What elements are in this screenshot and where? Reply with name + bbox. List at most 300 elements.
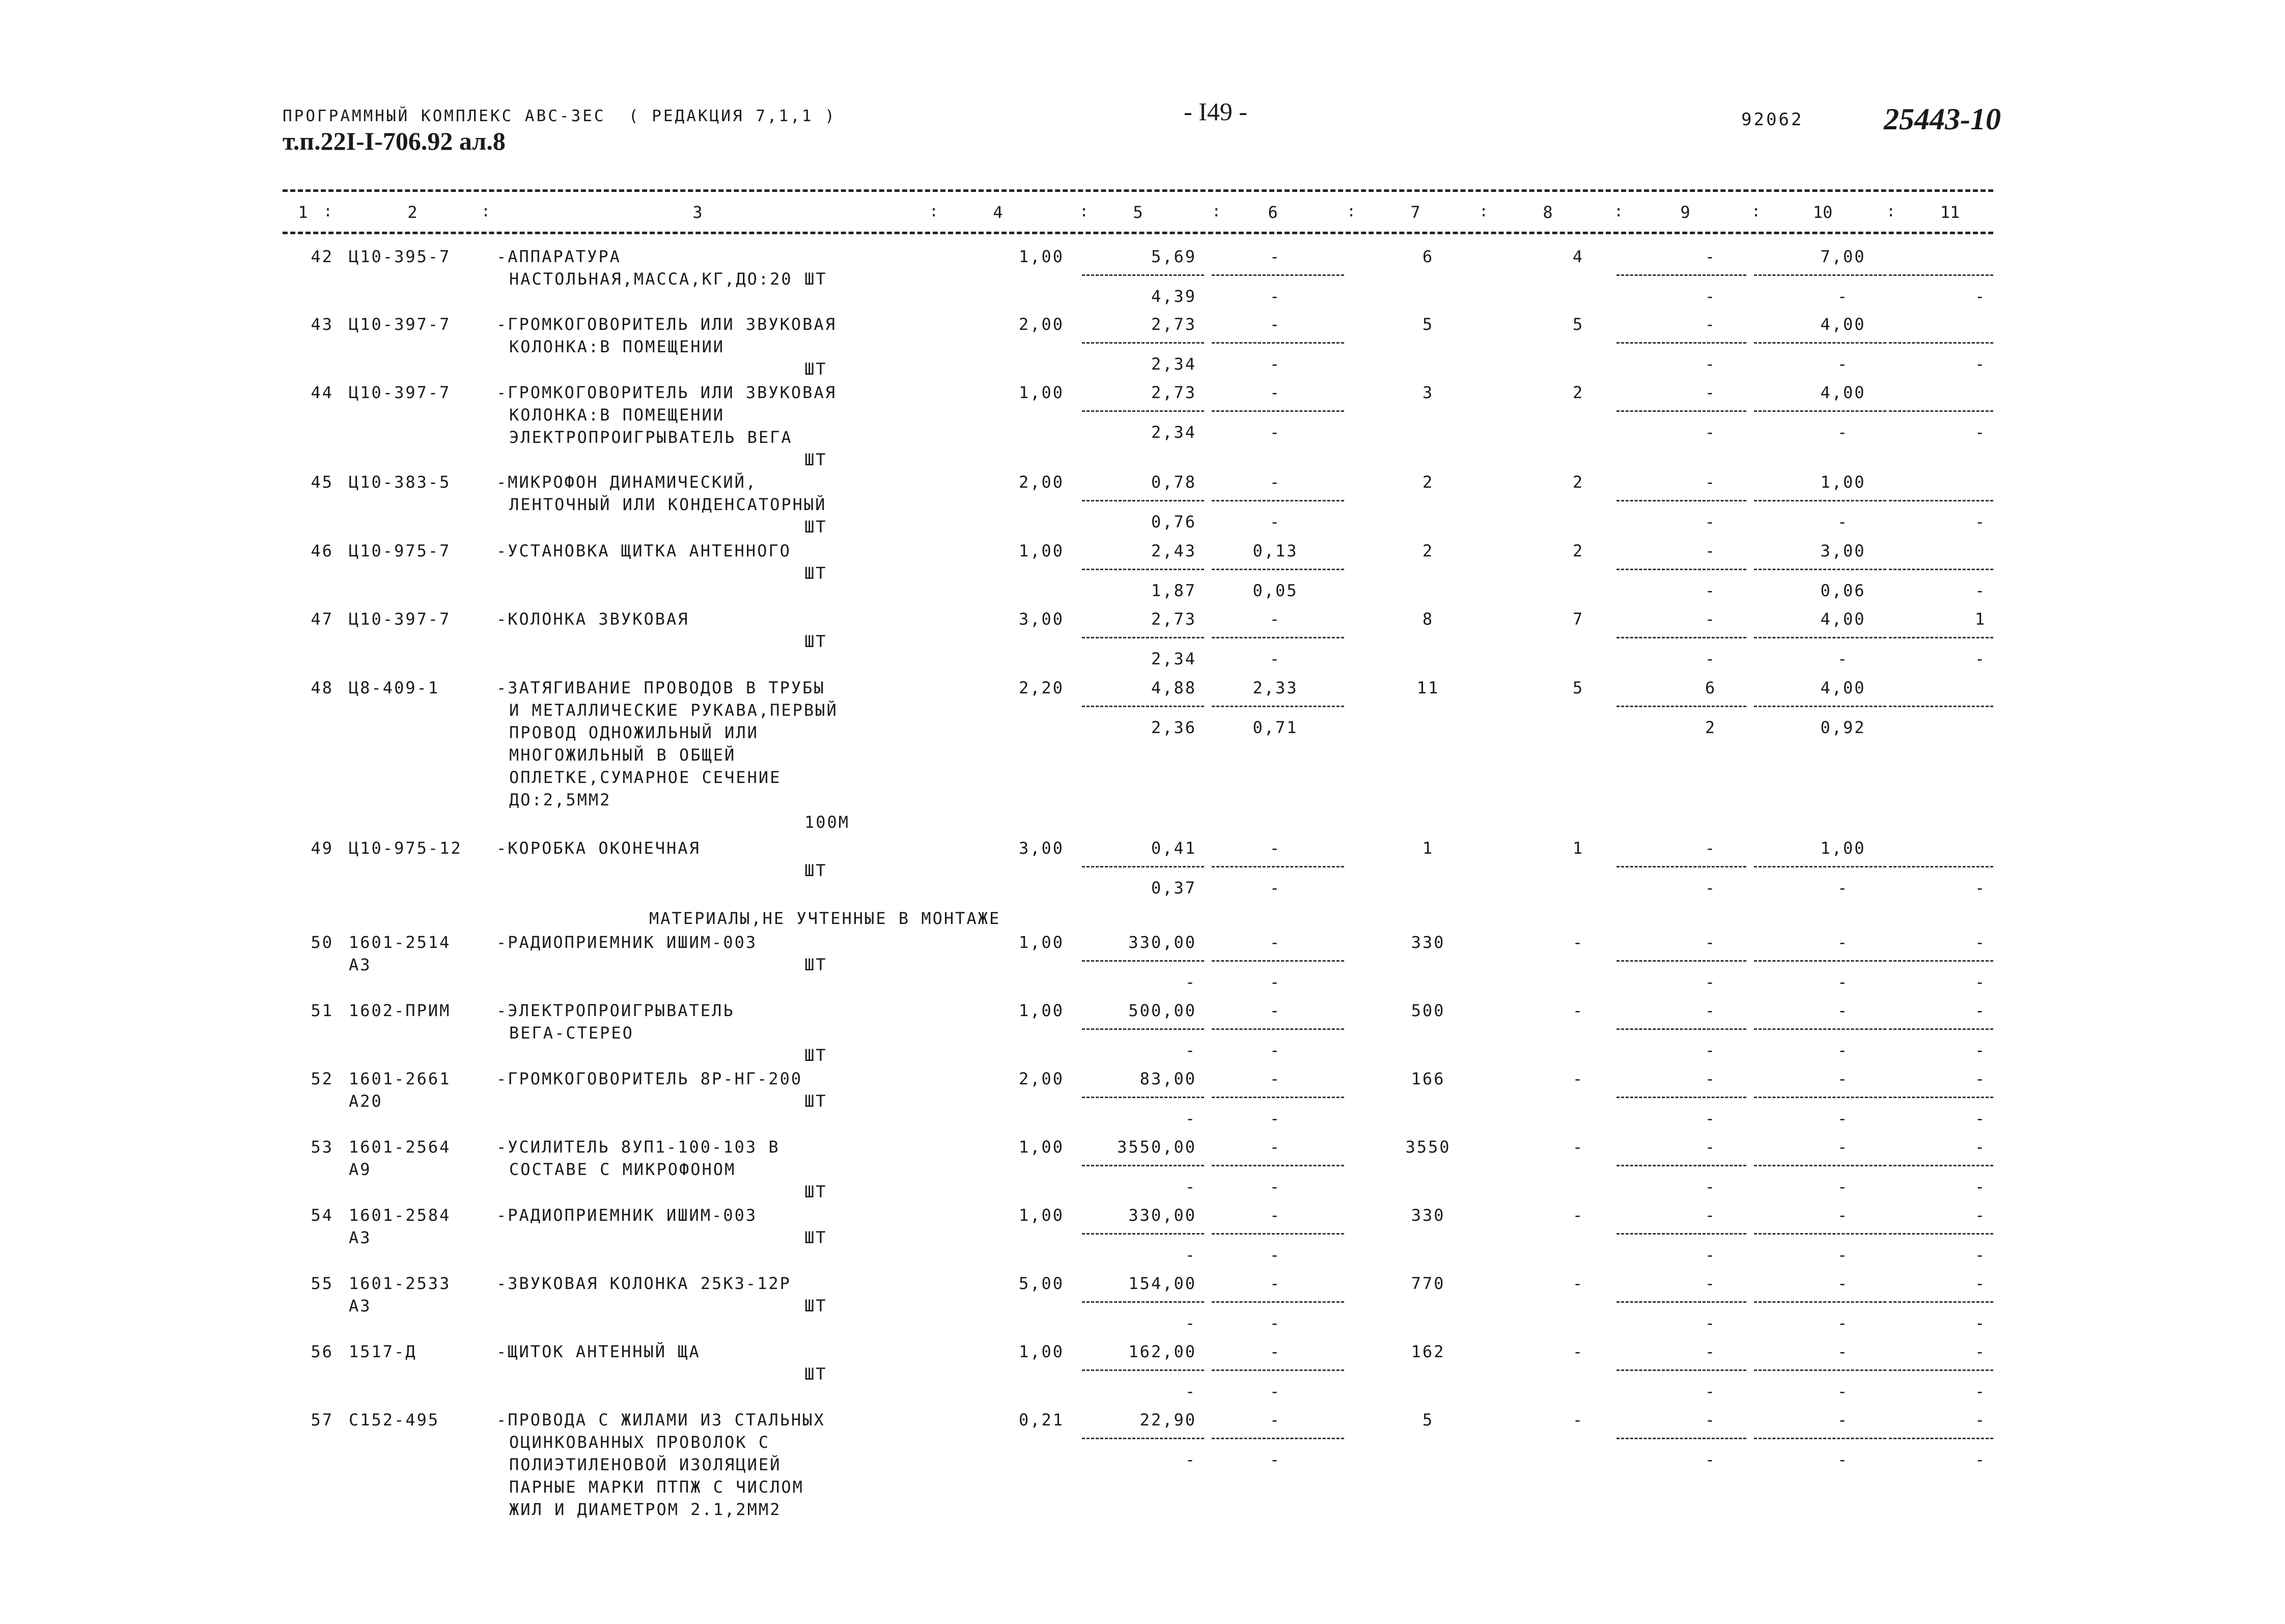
row-sub-rule	[1754, 1301, 1886, 1303]
row-col10-second: -	[1837, 354, 1849, 374]
column-header-11: 11	[1940, 203, 1960, 222]
row-col10: -	[1837, 1410, 1849, 1430]
row-number: 42	[311, 247, 333, 266]
row-sub-rule	[1617, 410, 1746, 412]
row-code: 1601-2584	[349, 1206, 451, 1225]
row-col8: 2	[1572, 541, 1584, 561]
row-col6: -	[1269, 1274, 1281, 1293]
row-col8: -	[1572, 1410, 1584, 1430]
row-sub-rule	[1617, 1028, 1746, 1030]
table-header-rule	[283, 232, 1993, 234]
row-col5-second: 2,36	[1151, 718, 1196, 737]
row-col6: -	[1269, 1342, 1281, 1361]
column-header-4: 4	[993, 203, 1003, 222]
row-col11-second: -	[1974, 581, 1987, 600]
row-col9-second: 2	[1705, 718, 1717, 737]
column-header-5: 5	[1133, 203, 1143, 222]
row-col11-second: -	[1974, 287, 1987, 306]
row-col7: 770	[1411, 1274, 1445, 1293]
row-col10-second: -	[1837, 1041, 1849, 1060]
row-col6-second: -	[1269, 512, 1281, 531]
row-code: Ц10-397-7	[349, 609, 451, 629]
row-col10: 4,00	[1820, 315, 1866, 334]
row-code: Ц8-409-1	[349, 678, 440, 697]
row-number: 48	[311, 678, 333, 697]
row-col11: 1	[1974, 609, 1987, 629]
row-sub-rule	[1889, 637, 1993, 638]
row-col10: 4,00	[1820, 678, 1866, 697]
row-sub-rule	[1889, 410, 1993, 412]
row-description: ЭЛЕКТРОПРОИГРЫВАТЕЛЬ ВЕГА	[509, 428, 793, 447]
row-col7: 2	[1422, 541, 1434, 561]
row-col10: 4,00	[1820, 383, 1866, 402]
row-col6-second: -	[1269, 972, 1281, 992]
row-sub-rule	[1617, 1097, 1746, 1098]
row-col6: -	[1269, 383, 1281, 402]
row-sub-rule	[1212, 866, 1344, 867]
row-col5: 2,73	[1151, 315, 1196, 334]
row-description: -АППАРАТУРА	[496, 247, 621, 266]
row-sub-rule	[1889, 1369, 1993, 1371]
page-number: - I49 -	[1184, 97, 1247, 126]
row-col9: -	[1705, 247, 1717, 266]
column-header-8: 8	[1543, 203, 1553, 222]
row-col10-second: -	[1837, 1450, 1849, 1469]
row-col5: 3550,00	[1117, 1137, 1196, 1157]
row-col10-second: -	[1837, 878, 1849, 898]
row-quantity: 1,00	[1018, 247, 1064, 266]
row-col9: -	[1705, 1274, 1717, 1293]
row-col9-second: -	[1705, 1245, 1717, 1265]
column-separator: :	[1751, 203, 1761, 220]
row-col5-second: -	[1185, 1109, 1196, 1128]
row-col9-second: -	[1705, 1313, 1717, 1333]
row-sub-rule	[1617, 274, 1746, 276]
row-sub-rule	[1082, 1369, 1204, 1371]
column-header-9: 9	[1680, 203, 1690, 222]
row-sub-rule	[1212, 500, 1344, 501]
row-code: Ц10-975-7	[349, 541, 451, 561]
row-number: 44	[311, 383, 333, 402]
row-col10: 4,00	[1820, 609, 1866, 629]
row-sub-rule	[1212, 342, 1344, 344]
row-col10-second: -	[1837, 423, 1849, 442]
row-col5: 500,00	[1128, 1001, 1196, 1020]
row-sub-rule	[1754, 569, 1886, 570]
row-col6-second: -	[1269, 423, 1281, 442]
row-code: 1601-2564	[349, 1137, 451, 1157]
row-col11: -	[1974, 1069, 1987, 1088]
row-col10-second: -	[1837, 1313, 1849, 1333]
row-col6: -	[1269, 1137, 1281, 1157]
row-description: ПАРНЫЕ МАРКИ ПТПЖ С ЧИСЛОМ	[509, 1477, 804, 1497]
row-quantity: 1,00	[1018, 933, 1064, 952]
row-quantity: 3,00	[1018, 609, 1064, 629]
row-col10-second: -	[1837, 512, 1849, 531]
row-col8: 5	[1572, 315, 1584, 334]
row-number: 47	[311, 609, 333, 629]
row-code: 1517-Д	[349, 1342, 417, 1361]
row-col11: -	[1974, 1001, 1987, 1020]
row-description: -ЗВУКОВАЯ КОЛОНКА 25КЗ-12Р	[496, 1274, 791, 1293]
row-sub-rule	[1889, 1301, 1993, 1303]
row-col6: -	[1269, 1001, 1281, 1020]
column-separator: :	[1886, 203, 1896, 220]
row-col10: 1,00	[1820, 472, 1866, 492]
row-description: ДО:2,5ММ2	[509, 790, 611, 809]
row-col6-second: 0,05	[1252, 581, 1298, 600]
row-col10-second: -	[1837, 649, 1849, 668]
row-number: 56	[311, 1342, 333, 1361]
row-sub-rule	[1617, 1438, 1746, 1439]
row-code: 1601-2514	[349, 933, 451, 952]
row-sub-rule	[1889, 274, 1993, 276]
row-sub-rule	[1617, 637, 1746, 638]
row-sub-rule	[1082, 274, 1204, 276]
column-header-1: 1	[298, 203, 308, 222]
row-col5-second: 4,39	[1151, 287, 1196, 306]
row-description: ПОЛИЭТИЛЕНОВОЙ ИЗОЛЯЦИЕЙ	[509, 1455, 782, 1474]
row-sub-rule	[1754, 410, 1886, 412]
row-sub-rule	[1754, 1028, 1886, 1030]
row-sub-rule	[1082, 1438, 1204, 1439]
row-col9: -	[1705, 1137, 1717, 1157]
column-separator: :	[1479, 203, 1489, 220]
row-col10: 1,00	[1820, 838, 1866, 858]
row-col9-second: -	[1705, 1109, 1717, 1128]
row-col6-second: -	[1269, 1450, 1281, 1469]
row-col10-second: -	[1837, 1382, 1849, 1401]
row-col9: -	[1705, 609, 1717, 629]
row-col10: -	[1837, 1001, 1849, 1020]
row-code: 1601-2661	[349, 1069, 451, 1088]
row-description: -РАДИОПРИЕМНИК ИШИМ-003	[496, 1206, 758, 1225]
row-col6-second: -	[1269, 1177, 1281, 1196]
row-col9-second: -	[1705, 1382, 1717, 1401]
row-col11: -	[1974, 1342, 1987, 1361]
row-sub-rule	[1212, 1233, 1344, 1235]
row-code: С152-495	[349, 1410, 440, 1430]
row-sub-rule	[1082, 637, 1204, 638]
row-sub-rule	[1889, 1233, 1993, 1235]
program-title: ПРОГРАММНЫЙ КОМПЛЕКС АВС-3ЕС ( РЕДАКЦИЯ 7,1,1 )	[283, 107, 837, 125]
row-col5-second: -	[1185, 1450, 1196, 1469]
row-quantity: 3,00	[1018, 838, 1064, 858]
row-quantity: 1,00	[1018, 1001, 1064, 1020]
row-col9-second: -	[1705, 581, 1717, 600]
table-top-rule	[283, 189, 1993, 192]
row-description: НАСТОЛЬНАЯ,МАССА,КГ,ДО:20	[509, 269, 793, 289]
row-col9: -	[1705, 1069, 1717, 1088]
row-sub-rule	[1212, 706, 1344, 707]
row-description: ПРОВОД ОДНОЖИЛЬНЫЙ ИЛИ	[509, 723, 759, 742]
row-sub-rule	[1754, 960, 1886, 962]
row-number: 57	[311, 1410, 333, 1430]
row-col6: -	[1269, 1069, 1281, 1088]
row-col11-second: -	[1974, 423, 1987, 442]
row-col6: 0,13	[1252, 541, 1298, 561]
row-col5: 2,73	[1151, 609, 1196, 629]
row-description: -ПРОВОДА С ЖИЛАМИ ИЗ СТАЛЬНЫХ	[496, 1410, 825, 1430]
row-col9-second: -	[1705, 287, 1717, 306]
row-col5: 162,00	[1128, 1342, 1196, 1361]
row-description: ВЕГА-СТЕРЕО	[509, 1023, 634, 1043]
row-unit: ШТ	[804, 632, 827, 651]
column-header-2: 2	[407, 203, 417, 222]
row-col7: 3	[1422, 383, 1434, 402]
row-col9: 6	[1705, 678, 1717, 697]
row-sub-rule	[1754, 274, 1886, 276]
row-sub-rule	[1889, 500, 1993, 501]
row-code-suffix: А20	[349, 1091, 383, 1111]
row-sub-rule	[1082, 500, 1204, 501]
row-quantity: 2,20	[1018, 678, 1064, 697]
row-col8: 7	[1572, 609, 1584, 629]
row-sub-rule	[1754, 1165, 1886, 1166]
row-col11: -	[1974, 1137, 1987, 1157]
row-code-suffix: А3	[349, 1228, 372, 1247]
row-col9-second: -	[1705, 649, 1717, 668]
row-sub-rule	[1617, 569, 1746, 570]
row-col10: 7,00	[1820, 247, 1866, 266]
row-col6: 2,33	[1252, 678, 1298, 697]
row-col11: -	[1974, 1206, 1987, 1225]
row-sub-rule	[1754, 342, 1886, 344]
row-col5-second: 2,34	[1151, 354, 1196, 374]
row-col6: -	[1269, 609, 1281, 629]
row-unit: ШТ	[804, 1091, 827, 1111]
row-sub-rule	[1082, 1028, 1204, 1030]
row-number: 43	[311, 315, 333, 334]
row-sub-rule	[1617, 866, 1746, 867]
row-col5-second: -	[1185, 1041, 1196, 1060]
row-col8: -	[1572, 1342, 1584, 1361]
row-sub-rule	[1889, 866, 1993, 867]
row-sub-rule	[1212, 274, 1344, 276]
row-number: 46	[311, 541, 333, 561]
row-col9-second: -	[1705, 423, 1717, 442]
row-col5: 330,00	[1128, 1206, 1196, 1225]
row-col7: 5	[1422, 315, 1434, 334]
row-col9: -	[1705, 315, 1717, 334]
row-sub-rule	[1082, 569, 1204, 570]
column-header-3: 3	[692, 203, 703, 222]
document-code: 92062	[1741, 109, 1804, 130]
row-col7: 3550	[1405, 1137, 1451, 1157]
row-col8: -	[1572, 1137, 1584, 1157]
row-col5: 2,43	[1151, 541, 1196, 561]
row-code-suffix: А9	[349, 1160, 372, 1179]
row-col6-second: -	[1269, 287, 1281, 306]
row-description: -КОЛОНКА ЗВУКОВАЯ	[496, 609, 689, 629]
row-sub-rule	[1754, 866, 1886, 867]
row-sub-rule	[1082, 410, 1204, 412]
row-sub-rule	[1754, 1369, 1886, 1371]
row-sub-rule	[1889, 342, 1993, 344]
row-description: -ГРОМКОГОВОРИТЕЛЬ ИЛИ ЗВУКОВАЯ	[496, 383, 837, 402]
row-col5-second: -	[1185, 972, 1196, 992]
row-sub-rule	[1212, 1369, 1344, 1371]
row-col6: -	[1269, 247, 1281, 266]
row-col5-second: 1,87	[1151, 581, 1196, 600]
row-number: 50	[311, 933, 333, 952]
row-col7: 330	[1411, 1206, 1445, 1225]
row-col5-second: 2,34	[1151, 649, 1196, 668]
row-code: 1601-2533	[349, 1274, 451, 1293]
row-unit: ШТ	[804, 269, 827, 289]
row-col8: -	[1572, 1274, 1584, 1293]
row-col11-second: -	[1974, 649, 1987, 668]
row-col6-second: -	[1269, 1041, 1281, 1060]
row-sub-rule	[1082, 1301, 1204, 1303]
row-col10-second: -	[1837, 1177, 1849, 1196]
column-separator: :	[929, 203, 939, 220]
row-col11-second: -	[1974, 1177, 1987, 1196]
row-col9: -	[1705, 383, 1717, 402]
row-col10: -	[1837, 1137, 1849, 1157]
row-col9-second: -	[1705, 972, 1717, 992]
row-col7: 1	[1422, 838, 1434, 858]
row-quantity: 2,00	[1018, 472, 1064, 492]
row-col9: -	[1705, 472, 1717, 492]
row-unit: ШТ	[804, 450, 827, 469]
row-description: ОПЛЕТКЕ,СУМАРНОЕ СЕЧЕНИЕ	[509, 768, 782, 787]
row-col10: 3,00	[1820, 541, 1866, 561]
row-col10: -	[1837, 1274, 1849, 1293]
row-sub-rule	[1082, 1165, 1204, 1166]
row-number: 45	[311, 472, 333, 492]
row-quantity: 1,00	[1018, 1137, 1064, 1157]
row-col11-second: -	[1974, 1313, 1987, 1333]
row-sub-rule	[1617, 1369, 1746, 1371]
row-col8: -	[1572, 1069, 1584, 1088]
row-sub-rule	[1212, 1097, 1344, 1098]
column-header-6: 6	[1268, 203, 1278, 222]
row-col7: 6	[1422, 247, 1434, 266]
row-description: МНОГОЖИЛЬНЫЙ В ОБЩЕЙ	[509, 745, 736, 765]
row-description: -ЩИТОК АНТЕННЫЙ ЩА	[496, 1342, 701, 1361]
row-unit: 100М	[804, 813, 850, 832]
row-description: -ЗАТЯГИВАНИЕ ПРОВОДОВ В ТРУБЫ	[496, 678, 825, 697]
row-col9-second: -	[1705, 512, 1717, 531]
row-col5: 2,73	[1151, 383, 1196, 402]
row-col7: 11	[1416, 678, 1440, 697]
row-sub-rule	[1212, 569, 1344, 570]
row-sub-rule	[1754, 706, 1886, 707]
row-col8: 2	[1572, 472, 1584, 492]
row-col7: 500	[1411, 1001, 1445, 1020]
row-code: Ц10-397-7	[349, 315, 451, 334]
row-unit: ШТ	[804, 1296, 827, 1315]
row-code-suffix: А3	[349, 1296, 372, 1315]
row-sub-rule	[1889, 1028, 1993, 1030]
row-sub-rule	[1617, 500, 1746, 501]
row-col8: 5	[1572, 678, 1584, 697]
row-col10-second: 0,92	[1820, 718, 1866, 737]
row-col5: 0,78	[1151, 472, 1196, 492]
row-col5-second: -	[1185, 1177, 1196, 1196]
row-col5: 22,90	[1139, 1410, 1196, 1430]
row-sub-rule	[1617, 1165, 1746, 1166]
row-col11-second: -	[1974, 1382, 1987, 1401]
row-sub-rule	[1212, 1438, 1344, 1439]
row-number: 52	[311, 1069, 333, 1088]
row-unit: ШТ	[804, 1182, 827, 1201]
row-col10-second: -	[1837, 287, 1849, 306]
handwritten-sheet-number: 25443-10	[1884, 102, 2001, 136]
row-col6: -	[1269, 315, 1281, 334]
row-sub-rule	[1212, 637, 1344, 638]
row-sub-rule	[1617, 1233, 1746, 1235]
row-sub-rule	[1082, 960, 1204, 962]
row-col10: -	[1837, 1206, 1849, 1225]
row-quantity: 1,00	[1018, 541, 1064, 561]
row-description: -МИКРОФОН ДИНАМИЧЕСКИЙ,	[496, 472, 758, 492]
column-header-10: 10	[1813, 203, 1833, 222]
column-separator: :	[1079, 203, 1089, 220]
row-code: Ц10-395-7	[349, 247, 451, 266]
row-col11-second: -	[1974, 512, 1987, 531]
row-number: 51	[311, 1001, 333, 1020]
row-description: -ЭЛЕКТРОПРОИГРЫВАТЕЛЬ	[496, 1001, 735, 1020]
row-sub-rule	[1617, 706, 1746, 707]
row-unit: ШТ	[804, 359, 827, 379]
row-col9-second: -	[1705, 354, 1717, 374]
row-description: -УСТАНОВКА ЩИТКА АНТЕННОГО	[496, 541, 791, 561]
row-col7: 5	[1422, 1410, 1434, 1430]
row-description: -ГРОМКОГОВОРИТЕЛЬ 8Р-НГ-200	[496, 1069, 803, 1088]
row-col9-second: -	[1705, 1450, 1717, 1469]
row-description: ЛЕНТОЧНЫЙ ИЛИ КОНДЕНСАТОРНЫЙ	[509, 495, 827, 514]
row-col9: -	[1705, 933, 1717, 952]
row-quantity: 1,00	[1018, 383, 1064, 402]
row-col8: -	[1572, 1001, 1584, 1020]
row-description: -ГРОМКОГОВОРИТЕЛЬ ИЛИ ЗВУКОВАЯ	[496, 315, 837, 334]
row-col5-second: 0,37	[1151, 878, 1196, 898]
row-col10-second: 0,06	[1820, 581, 1866, 600]
row-code: Ц10-397-7	[349, 383, 451, 402]
row-col7: 166	[1411, 1069, 1445, 1088]
row-col9: -	[1705, 838, 1717, 858]
row-col6-second: -	[1269, 1245, 1281, 1265]
column-separator: :	[1212, 203, 1221, 220]
row-number: 54	[311, 1206, 333, 1225]
row-col11: -	[1974, 1410, 1987, 1430]
row-col6-second: -	[1269, 878, 1281, 898]
row-sub-rule	[1754, 1233, 1886, 1235]
row-sub-rule	[1754, 637, 1886, 638]
row-col7: 162	[1411, 1342, 1445, 1361]
row-sub-rule	[1617, 342, 1746, 344]
row-description: -РАДИОПРИЕМНИК ИШИМ-003	[496, 933, 758, 952]
row-col5-second: 2,34	[1151, 423, 1196, 442]
row-col6-second: -	[1269, 1109, 1281, 1128]
row-col11-second: -	[1974, 354, 1987, 374]
row-col10: -	[1837, 1342, 1849, 1361]
row-unit: ШТ	[804, 861, 827, 880]
row-col6: -	[1269, 472, 1281, 492]
row-unit: ШТ	[804, 955, 827, 974]
row-unit: ШТ	[804, 517, 827, 537]
row-col6-second: -	[1269, 1313, 1281, 1333]
row-code-suffix: А3	[349, 955, 372, 974]
column-separator: :	[1614, 203, 1624, 220]
row-sub-rule	[1889, 1438, 1993, 1439]
row-col11-second: -	[1974, 878, 1987, 898]
row-col11-second: -	[1974, 1245, 1987, 1265]
row-unit: ШТ	[804, 1228, 827, 1247]
row-col6: -	[1269, 1410, 1281, 1430]
